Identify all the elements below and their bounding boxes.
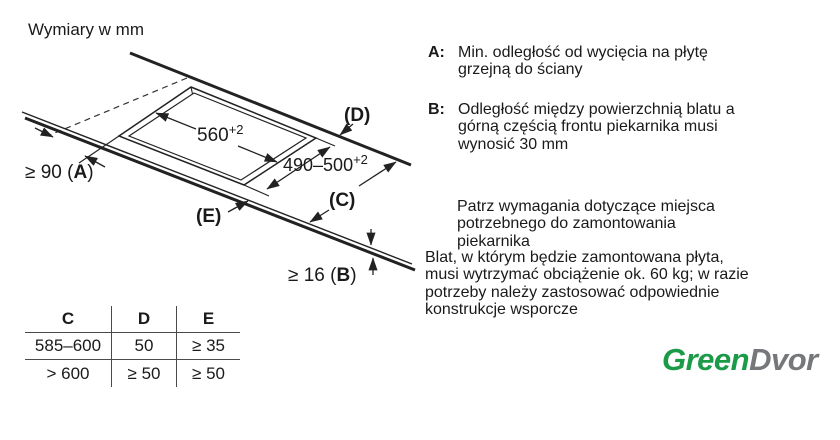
table-cell: ≥ 35: [177, 333, 240, 360]
table-cell: ≥ 50: [112, 360, 177, 387]
paragraph-line: konstrukcje wsporcze: [425, 301, 578, 319]
note-b-line: Odległość między powierzchnią blatu a: [458, 101, 735, 118]
dimensions-table: [25, 306, 240, 387]
table-cell: ≥ 50: [192, 363, 225, 383]
note-b-label: B:: [428, 101, 445, 118]
paragraph-line: Blat, w którym będzie zamontowana płyta,: [425, 249, 724, 266]
label-a: ≥ 90 (A): [25, 162, 94, 183]
paragraph-line: potrzeby należy zastosować odpowiednie: [425, 283, 720, 301]
table-header-e: E: [177, 306, 240, 333]
table-header-c: C: [25, 306, 112, 333]
dim-ext-line-bottom-corner: [244, 185, 269, 196]
dim-label-490-500: $490-500^{+2}$: [283, 152, 368, 175]
installation-diagram: [0, 0, 450, 300]
paragraph-line: Patrz wymagania dotyczące miejsca: [457, 198, 715, 215]
table-cell: > 600: [25, 360, 112, 387]
oven-space-paragraph: [457, 198, 715, 250]
page-title: Wymiary w mm: [28, 20, 144, 39]
label-b: ≥ 16 (B): [288, 265, 357, 286]
label-d: (D): [344, 105, 371, 126]
brand-logo-green-part: Green: [662, 342, 750, 377]
table-cell: 50: [112, 333, 177, 360]
brand-logo-gray-part: Dvor: [749, 342, 818, 377]
paragraph-line: musi wytrzymać obciążenie ok. 60 kg; w razie: [425, 266, 749, 284]
paragraph-line: piekarnika: [457, 232, 530, 250]
dim-ext-line-right-corner: [316, 138, 335, 146]
table-header-d: D: [112, 306, 177, 333]
worktop-load-paragraph: [425, 249, 749, 319]
note-b-line: górną częścią frontu piekarnika musi: [458, 118, 718, 136]
note-item-a: [428, 44, 708, 79]
note-item-b: [428, 101, 735, 153]
note-a-line: grzejną do ściany: [458, 61, 583, 79]
brand-logo: [662, 342, 818, 378]
dim-label-560: $560^{+2}$: [197, 122, 244, 146]
label-c-arrow-lower: [310, 210, 329, 222]
table-cell: 585–600: [25, 333, 112, 360]
note-b-line: wynosić 30 mm: [458, 135, 569, 153]
note-a-label: A:: [428, 44, 445, 61]
label-e-arrow: [228, 201, 248, 212]
note-a-line: Min. odległość od wycięcia na płytę: [458, 44, 708, 61]
label-e: (E): [196, 206, 222, 227]
label-c: (C): [329, 190, 356, 211]
paragraph-line: potrzebnego do zamontowania: [457, 215, 676, 233]
